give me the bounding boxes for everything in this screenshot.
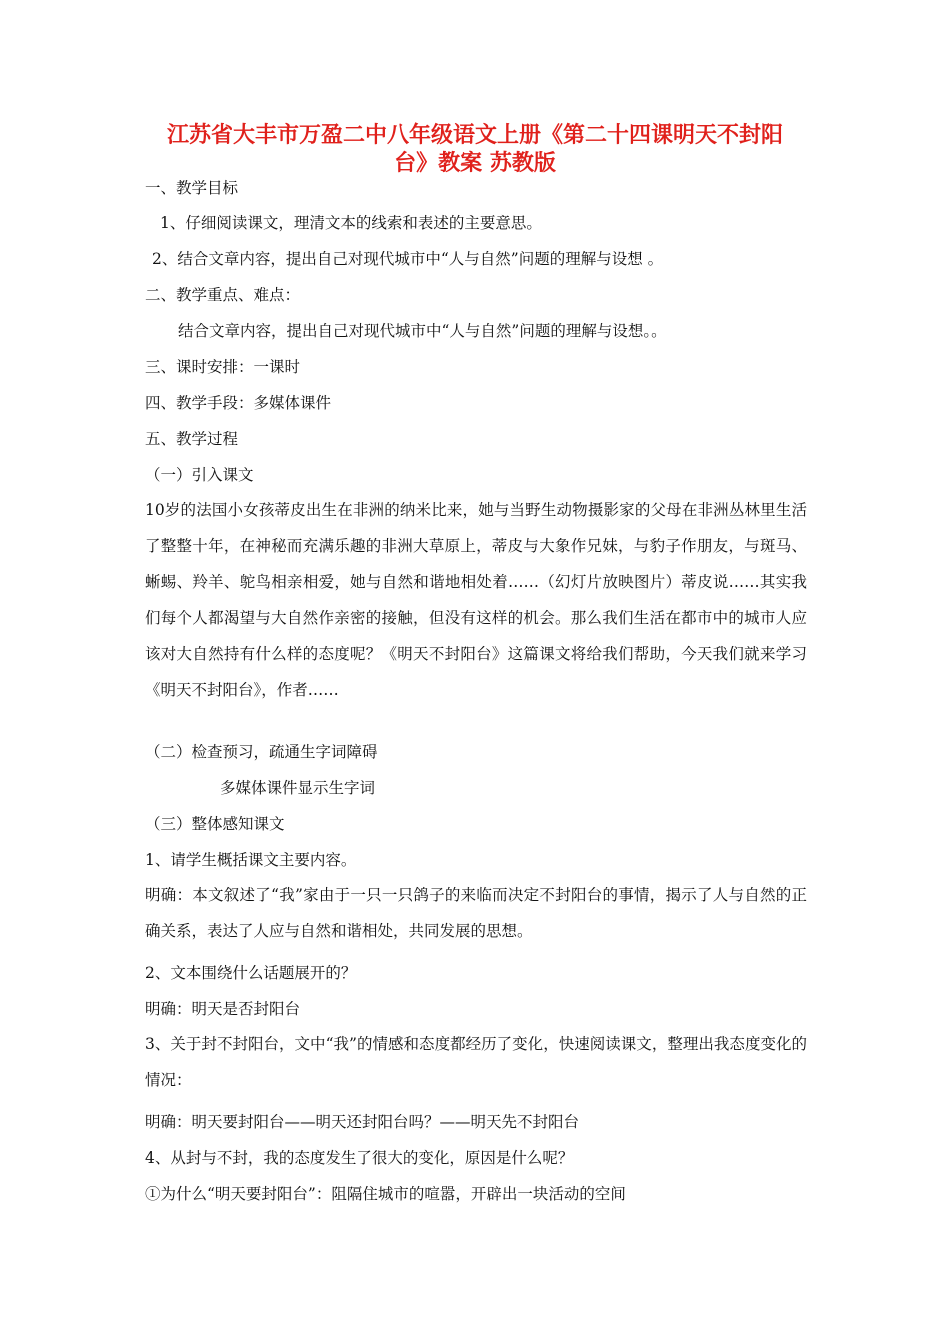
intro-paragraph: 10岁的法国小女孩蒂皮出生在非洲的纳米比来，她与当野生动物摄影家的父母在非洲丛林里生活了整整十年，在神秘而充满乐趣的非洲大草原上，蒂皮与大象作兄妹，与豹子作朋友，与斑马、蜥蜴、羚羊、鸵鸟相亲相爱，她与自然和谐地相处着……（幻灯片放映图片）蒂皮说……其实我们每个人都渴望与大自然作亲密的接触，但没有这样的机会。那么我们生活在都市中的城市人应该对大自然持有什么样的态度呢？《明天不封阳台》这篇课文将给我们帮助，今天我们就来学习《明天不封阳台》，作者…… xyxy=(145,501,807,699)
document-title-line-2: 台》教案 苏教版 xyxy=(394,151,556,176)
answer-1: 明确：本文叙述了“我”家由于一只一只鸽子的来临而决定不封阳台的事情，揭示了人与自然的正确关系，表达了人应与自然和谐相处，共同发展的思想。 xyxy=(145,886,807,940)
section-2-body: 多媒体课件显示生字词 xyxy=(220,779,376,797)
heading-teaching-goals: 一、教学目标 xyxy=(145,179,239,197)
heading-schedule: 三、课时安排：一课时 xyxy=(145,358,301,376)
document-title-line-1: 江苏省大丰市万盈二中八年级语文上册《第二十四课明天不封阳 xyxy=(166,123,783,148)
key-points-text: 结合文章内容，提出自己对现代城市中“人与自然”问题的理解与设想。。 xyxy=(178,322,667,340)
question-2: 2、文本围绕什么话题展开的？ xyxy=(145,964,357,982)
question-4-item-1: ①为什么“明天要封阳台”：阻隔住城市的喧嚣，开辟出一块活动的空间 xyxy=(145,1185,626,1203)
section-3-heading: （三）整体感知课文 xyxy=(145,815,285,833)
goal-item-2: 2、结合文章内容，提出自己对现代城市中“人与自然”问题的理解与设想 。 xyxy=(152,250,664,268)
section-1-heading: （一）引入课文 xyxy=(145,466,254,484)
answer-2: 明确：明天是否封阳台 xyxy=(145,1000,301,1018)
heading-key-points: 二、教学重点、难点： xyxy=(145,286,301,304)
question-1: 1、请学生概括课文主要内容。 xyxy=(145,851,357,869)
section-2-heading: （二）检查预习，疏通生字词障碍 xyxy=(145,743,378,761)
goal-item-1: 1、仔细阅读课文，理清文本的线索和表述的主要意思。 xyxy=(160,214,542,232)
answer-3: 明确：明天要封阳台——明天还封阳台吗？——明天先不封阳台 xyxy=(145,1113,580,1131)
heading-media: 四、教学手段：多媒体课件 xyxy=(145,394,332,412)
heading-process: 五、教学过程 xyxy=(145,430,239,448)
question-4: 4、从封与不封，我的态度发生了很大的变化，原因是什么呢？ xyxy=(145,1149,574,1167)
question-3: 3、关于封不封阳台，文中“我”的情感和态度都经历了变化，快速阅读课文，整理出我态度变化的情况： xyxy=(145,1035,807,1089)
